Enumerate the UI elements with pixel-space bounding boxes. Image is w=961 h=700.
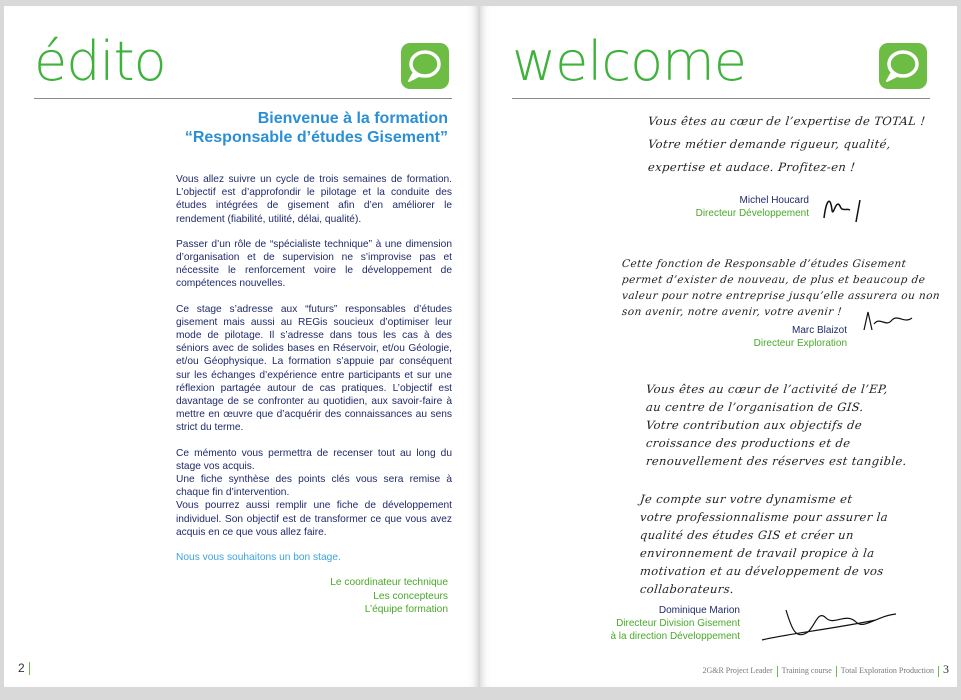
signatory-blaizot: Marc Blaizot Directeur Exploration: [753, 325, 847, 349]
title-rule: [34, 98, 452, 99]
edito-title: édito: [34, 30, 166, 93]
right-page: [480, 6, 957, 687]
paragraph-6: Vous pourrez aussi remplir une fiche de développement individuel. Son objectif est de transformer ce que vous avez acquis en ce que vous allez faire.: [176, 500, 452, 538]
title-rule: [512, 98, 930, 99]
signatories: [330, 576, 448, 617]
footer-item-2: Training course: [781, 666, 832, 675]
page-number-right: 3: [943, 662, 949, 676]
subtitle-line-2: “Responsable d’études Gisement”: [184, 129, 448, 146]
signatory-2: Les concepteurs: [373, 590, 448, 602]
paragraph-5: Une fiche synthèse des points clés vous sera remise à chaque fin d’intervention.: [176, 474, 452, 499]
handwritten-message-2: Cette fonction de Responsable d’études Gisement permet d’exister de nouveau, de plus et beaucoup de valeur pour notre entreprise jusqu’elle assurera ou non son avenir, notre avenir, votre avenir !: [621, 258, 941, 318]
handwritten-message-1: Vous êtes au cœur de l’expertise de TOTAL ! Votre métier demande rigueur, qualité, expertise et audace. Profitez-en !: [647, 114, 927, 174]
handwritten-message-4: Je compte sur votre dynamisme et votre professionnalisme pour assurer la qualité des études GIS et créer un environnement de travail propice à la motivation et au développement de vos collaborateurs.: [639, 492, 889, 596]
subtitle-line-1: Bienvenue à la formation: [257, 110, 448, 127]
signatory-1: Le coordinateur technique: [330, 577, 448, 588]
paragraph-3: Ce stage s’adresse aux “futurs” responsables d’études gisement mais aussi au REGis soucieux d’optimiser leur mode de pilotage. Il s’adresse dans tous les cas à des séniors avec de solides bases en Réservoir, et/ou Géologie, et/ou Géophysique. La formation s’appuie par conséquent sur les échanges d’expérience entre participants et sur une réflexion partagée autour de cas pratiques. L’objectif est davantage de se confronter au quotidien, aux savoir-faire à mettre en œuvre que d’acquérir des connaissances au sens strict du terme.: [176, 303, 452, 434]
paragraph-2: Passer d’un rôle de “spécialiste technique” à une dimension d’organisation et de supervision ne s’improvise pas et nécessite le renforcement voire le développement de compétences nouvelles.: [176, 238, 452, 290]
page-number-left: 2: [18, 661, 34, 675]
paragraph-1: Vous allez suivre un cycle de trois semaines de formation. L’objectif est d’approfondir le pilotage et la conduite des études intégrées de gisement afin d’en améliorer le rendement (fiabilité, utilité, délai, qualité).: [176, 174, 452, 225]
footer-item-1: 2G&R Project Leader: [702, 666, 773, 675]
signatory-3: L’équipe formation: [364, 604, 448, 615]
signature-marion: [756, 600, 906, 650]
speech-bubble-icon: [879, 43, 927, 89]
signature-houcard: [820, 188, 890, 228]
signatory-houcard: Michel Houcard Directeur Développement: [695, 195, 809, 219]
handwritten-message-3: Vous êtes au cœur de l’activité de l’EP, au centre de l’organisation de GIS. Votre contribution aux objectifs de croissance des productions et de renouvellement des réserves est tangible.: [645, 382, 908, 468]
footer-item-3: Total Exploration Production: [840, 666, 934, 675]
signature-blaizot: [860, 306, 920, 338]
subtitle: [148, 109, 448, 147]
left-page: [4, 6, 478, 687]
paragraph-4: Ce mémento vous permettra de recenser tout au long du stage vos acquis.: [176, 447, 452, 472]
wish-text: Nous vous souhaitons un bon stage.: [176, 552, 341, 564]
footer: [702, 662, 949, 677]
signatory-marion: Dominique Marion Directeur Division Gisement à la direction Développement: [610, 605, 740, 642]
speech-bubble-icon: [401, 43, 449, 89]
edito-body: [176, 173, 452, 576]
welcome-title: welcome: [512, 30, 746, 93]
